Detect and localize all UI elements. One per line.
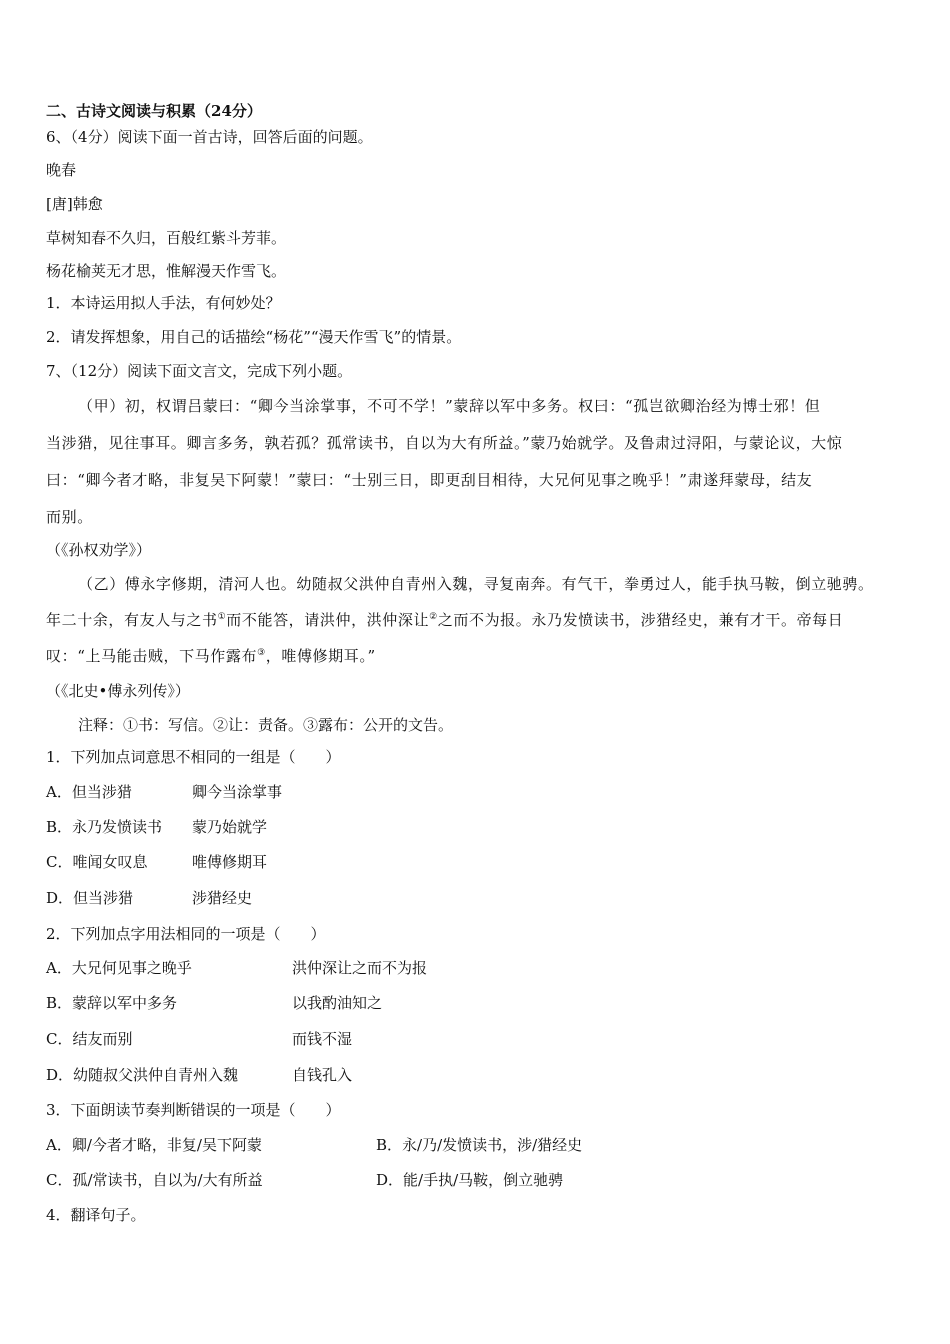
sub-question-3-option-a: A．卿/今者才略，非复/吴下阿蒙	[46, 1136, 262, 1154]
passage-jia-line-4: 而别。	[46, 508, 93, 526]
sub-question-3-stem: 3．下面朗读节奏判断错误的一项是（ ）	[46, 1101, 341, 1119]
footnote-marker-2: ②	[429, 612, 438, 622]
poem-line-1: 草树知春不久归，百般红紫斗芳菲。	[46, 229, 287, 247]
poem-line-2: 杨花榆荚无才思，惟解漫天作雪飞。	[46, 262, 287, 280]
sub-question-2-option-b: B．蒙辞以军中多务	[46, 994, 178, 1012]
sub-question-2-option-d: D．幼随叔父洪仲自青州入魏	[46, 1066, 239, 1084]
passage-yi-line-2-part-c: 之而不为报。永乃发愤读书，涉猎经史，兼有才干。帝每日	[437, 611, 844, 629]
question-6-sub-1: 1．本诗运用拟人手法，有何妙处？	[46, 294, 281, 312]
passage-yi-line-3-part-a: 叹：“上马能击贼，下马作露布	[46, 647, 258, 665]
passage-jia-line-1: （甲）初，权谓吕蒙曰：“卿今当涂掌事，不可不学！”蒙辞以军中多务。权曰：“孤岂欲卿治经为博士邪！但	[78, 397, 821, 415]
sub-question-2-stem: 2．下列加点字用法相同的一项是（ ）	[46, 925, 326, 943]
footnotes: 注释：①书：写信。②让：责备。③露布：公开的文告。	[78, 716, 454, 734]
question-6-sub-2: 2．请发挥想象，用自己的话描绘“杨花”“漫天作雪飞”的情景。	[46, 328, 462, 346]
sub-question-2-option-c: C．结友而别	[46, 1030, 133, 1048]
passage-yi-line-3	[46, 646, 376, 666]
passage-yi-line-2-part-b: 而不能答，请洪仲，洪仲深让	[226, 611, 430, 629]
sub-question-1-option-d: D．但当涉猎	[46, 889, 134, 907]
passage-jia-line-3: 曰：“卿今者才略，非复吴下阿蒙！”蒙曰：“士别三日，即更刮目相待，大兄何见事之晚乎！”肃遂拜蒙母，结友	[46, 471, 813, 489]
sub-question-2-option-a-right: 洪仲深让之而不为报	[292, 959, 428, 977]
poem-author: [唐]韩愈	[46, 195, 103, 213]
question-7-intro: 7、（12分）阅读下面文言文，完成下列小题。	[46, 362, 353, 380]
sub-question-1-option-c-right: 唯傅修期耳	[192, 853, 268, 871]
passage-yi-line-3-part-b: ，唯傅修期耳。”	[265, 647, 376, 665]
sub-question-2-option-c-right: 而钱不湿	[292, 1030, 353, 1048]
footnote-marker-3: ③	[257, 648, 266, 658]
section-title: 二、古诗文阅读与积累（24分）	[46, 102, 262, 120]
sub-question-3-option-c: C．孤/常读书，自以为/大有所益	[46, 1171, 263, 1189]
passage-yi-line-2	[46, 610, 843, 630]
sub-question-2-option-b-right: 以我酌油知之	[292, 994, 383, 1012]
question-6-intro: 6、（4分）阅读下面一首古诗，回答后面的问题。	[46, 128, 373, 146]
passage-yi-line-2-part-a: 年二十余，有友人与之书	[46, 611, 218, 629]
sub-question-3-option-d: D．能/手执/马鞍，倒立驰骋	[376, 1171, 564, 1189]
sub-question-1-option-b-right: 蒙乃始就学	[192, 818, 268, 836]
passage-yi-source: （《北史•傅永列传》）	[46, 682, 190, 700]
sub-question-3-option-b: B．永/乃/发愤读书，涉/猎经史	[376, 1136, 583, 1154]
sub-question-1-option-d-right: 涉猎经史	[192, 889, 253, 907]
sub-question-2-option-d-right: 自钱孔入	[292, 1066, 353, 1084]
sub-question-1-option-a: A．但当涉猎	[46, 783, 132, 801]
footnote-marker-1: ①	[217, 612, 227, 622]
passage-yi-line-1: （乙）傅永字修期，清河人也。幼随叔父洪仲自青州入魏，寻复南奔。有气干，拳勇过人，能手执马鞍，倒立驰骋。	[78, 575, 874, 593]
passage-jia-line-2: 当涉猎，见往事耳。卿言多务，孰若孤？孤常读书，自以为大有所益。”蒙乃始就学。及鲁肃过浔阳，与蒙论议，大惊	[46, 434, 843, 452]
sub-question-4-stem: 4．翻译句子。	[46, 1206, 146, 1224]
sub-question-1-stem: 1．下列加点词意思不相同的一组是（ ）	[46, 748, 341, 766]
sub-question-1-option-c: C．唯闻女叹息	[46, 853, 148, 871]
passage-jia-source: （《孙权劝学》）	[46, 541, 152, 559]
sub-question-1-option-b: B．永乃发愤读书	[46, 818, 163, 836]
poem-title: 晚春	[46, 161, 77, 179]
sub-question-2-option-a: A．大兄何见事之晚乎	[46, 959, 192, 977]
sub-question-1-option-a-right: 卿今当涂掌事	[192, 783, 283, 801]
